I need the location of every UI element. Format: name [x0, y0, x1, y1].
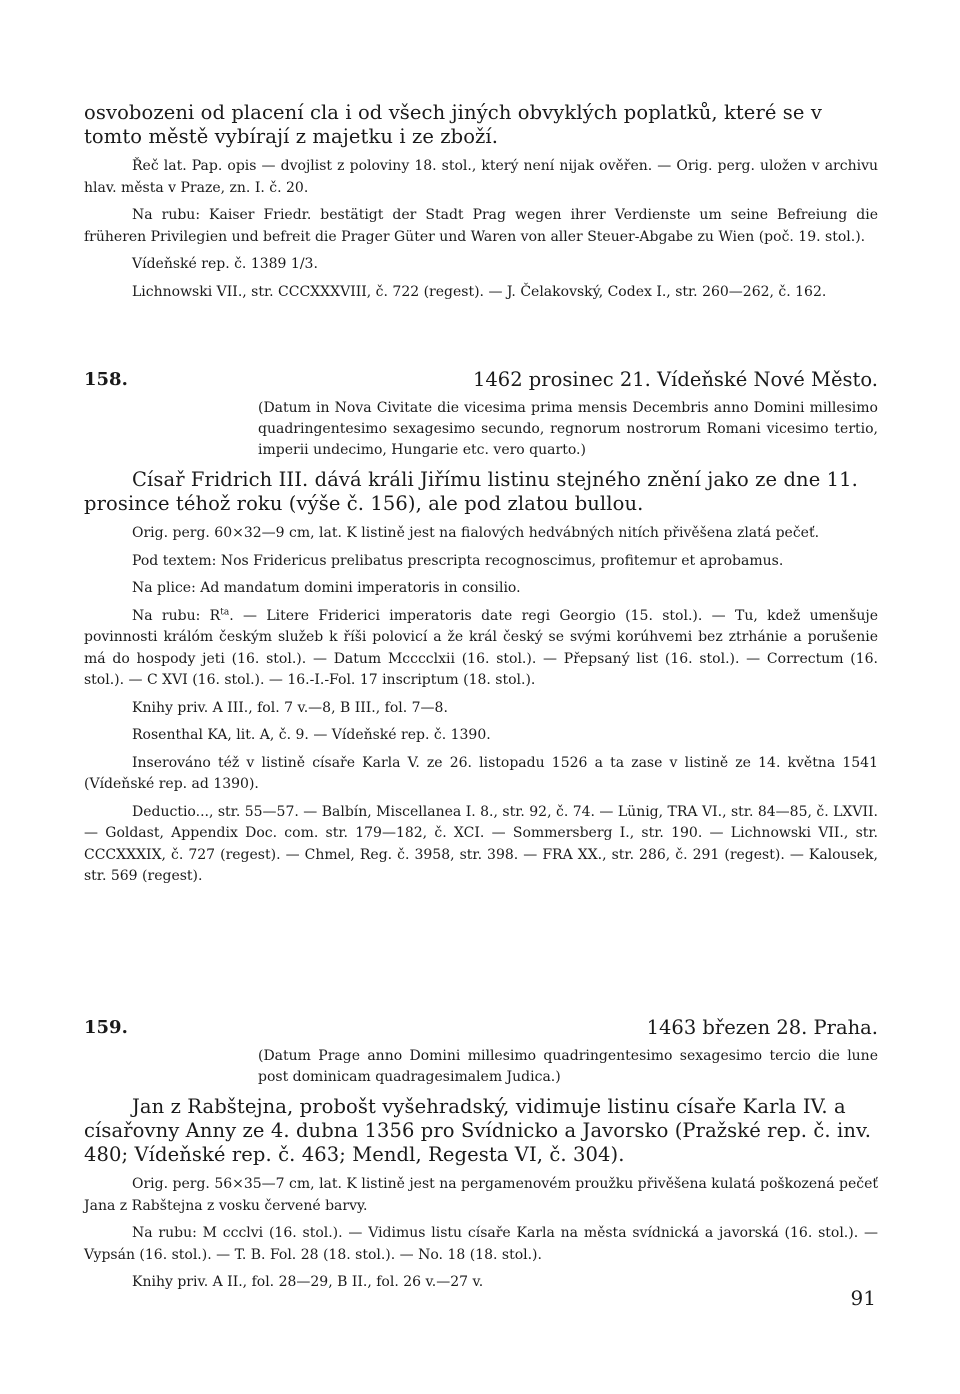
entry-159-note-3: Knihy priv. A II., fol. 28—29, B II., fol. 26 v.—27 v.	[132, 1274, 484, 1290]
entry-159-dateline: 1463 březen 28. Praha.	[646, 1016, 878, 1039]
entry-158-latin-date: (Datum in Nova Civitate die vicesima prima mensis Decembris anno Domini millesimo quadringentesimo sexagesimo secundo, regnorum nostrorum Romani vicesimo tertio, imperii undecimo, Hungarie etc. vero quarto.)	[258, 400, 878, 458]
entry-158-note-1: Orig. perg. 60×32—9 cm, lat. K listině jest na fialových hedvábných nitích přivěšena zlatá pečeť.	[132, 525, 820, 541]
entry-159	[84, 1016, 878, 1294]
intro-note-4: Lichnowski VII., str. CCCXXXVIII, č. 722 (regest). — J. Čelakovský, Codex I., str. 260—262, č. 162.	[132, 283, 827, 300]
intro-note-2: Na rubu: Kaiser Friedr. bestätigt der Stadt Prag wegen ihrer Verdienste um seine Befreiung die früheren Privilegien und befreit die Prager Güter und Waren von aller Steuer-Abgabe zu Wien (poč. 19. stol.).	[84, 207, 878, 245]
page-number: 91	[850, 1286, 876, 1310]
entry-158-note-5: Rosenthal KA, lit. A, č. 9. — Vídeňské rep. č. 1390.	[132, 727, 491, 743]
entry-159-note-2: Na rubu: M ccclvi (16. stol.). — Vidimus listu císaře Karla na města svídnická a javorská (16. stol.). — Vypsán (16. stol.). — T. B. Fol. 28 (18. stol.). — No. 18 (18. stol.).	[84, 1225, 878, 1263]
entry-159-header	[84, 1016, 878, 1040]
entry-158-number: 158.	[84, 369, 128, 390]
entry-159-note-1: Orig. perg. 56×35—7 cm, lat. K listině jest na pergamenovém proužku přivěšena kulatá poškozená pečeť Jana z Rabštejna z vosku červené barvy.	[84, 1176, 878, 1214]
entry-159-latin-date: (Datum Prage anno Domini millesimo quadringentesimo sexagesimo tercio die lune post dominicam quadragesimalem Judica.)	[258, 1048, 878, 1085]
entry-158-note-3: Na plice: Ad mandatum domini imperatoris in consilio.	[132, 580, 521, 596]
entry-158-note-6: Inserováno též v listině císaře Karla V. ze 26. listopadu 1526 a ta zase v listině ze 14. května 1541 (Vídeňské rep. ad 1390).	[84, 754, 878, 792]
entry-158-note-4: Knihy priv. A III., fol. 7 v.—8, B III., fol. 7—8.	[132, 699, 448, 716]
entry-158	[84, 368, 878, 888]
entry-159-number: 159.	[84, 1017, 128, 1038]
entry-158-regest: Císař Fridrich III. dává králi Jiřímu listinu stejného znění jako ze dne 11. prosince téhož roku (výše č. 156), ale pod zlatou bullou.	[84, 468, 858, 515]
entry-158-rubric-prefix: Na rubu: R	[132, 607, 221, 624]
entry-158-note-7: Deductio..., str. 55—57. — Balbín, Miscellanea I. 8., str. 92, č. 74. — Lünig, TRA VI., str. 84—85, č. LXVII. — Goldast, Appendix Doc. com. str. 179—182, č. XCI. — Sommersberg I., str. 190. — Lichnowski VII., str. CCCXXXIX, č. 727 (regest). — Chmel, Reg. č. 3958, str. 398. — FRA XX., str. 286, č. 291 (regest). — Kalousek, str. 569 (regest).	[84, 803, 878, 884]
intro-section	[84, 101, 878, 303]
entry-158-rubric-sup: ta	[220, 606, 230, 617]
intro-note-3: Vídeňské rep. č. 1389 1/3.	[132, 256, 318, 272]
entry-158-note-2: Pod textem: Nos Fridericus prelibatus prescripta recognoscimus, profitemur et aprobamus.	[132, 552, 784, 569]
entry-158-rubric-rest: . — Litere Friderici imperatoris date regi Georgio (15. stol.). — Tu, kdež umenšuje povinnosti králóm českým služeb k říši polovicí a že král český se svými korúhvemi bez ztrhánie a porušenie má do hospody jeti (16. stol.). — Datum Mcccclxii (16. stol.). — Přepsaný list (16. stol.). — Correctum (16. stol.). — C XVI (16. stol.). — 16.-I.-Fol. 17 inscriptum (18. stol.).	[84, 607, 878, 688]
entry-159-regest: Jan z Rabštejna, probošt vyšehradský, vidimuje listinu císaře Karla IV. a císařovny Anny ze 4. dubna 1356 pro Svídnicko a Javorsko (Pražské rep. č. inv. 480; Vídeňské rep. č. 463; Mendl, Regesta VI, č. 304).	[84, 1095, 872, 1166]
entry-158-header	[84, 368, 878, 392]
intro-note-1: Řeč lat. Pap. opis — dvojlist z poloviny 18. stol., který není nijak ověřen. — Orig. perg. uložen v archivu hlav. města v Praze, zn. I. č. 20.	[84, 158, 878, 196]
entry-158-dateline: 1462 prosinec 21. Vídeňské Nové Město.	[472, 368, 878, 391]
intro-text: osvobozeni od placení cla i od všech jiných obvyklých poplatků, které se v tomto městě vybírají z majetku i ze zboží.	[84, 101, 822, 148]
entry-158-rubric	[84, 606, 878, 692]
